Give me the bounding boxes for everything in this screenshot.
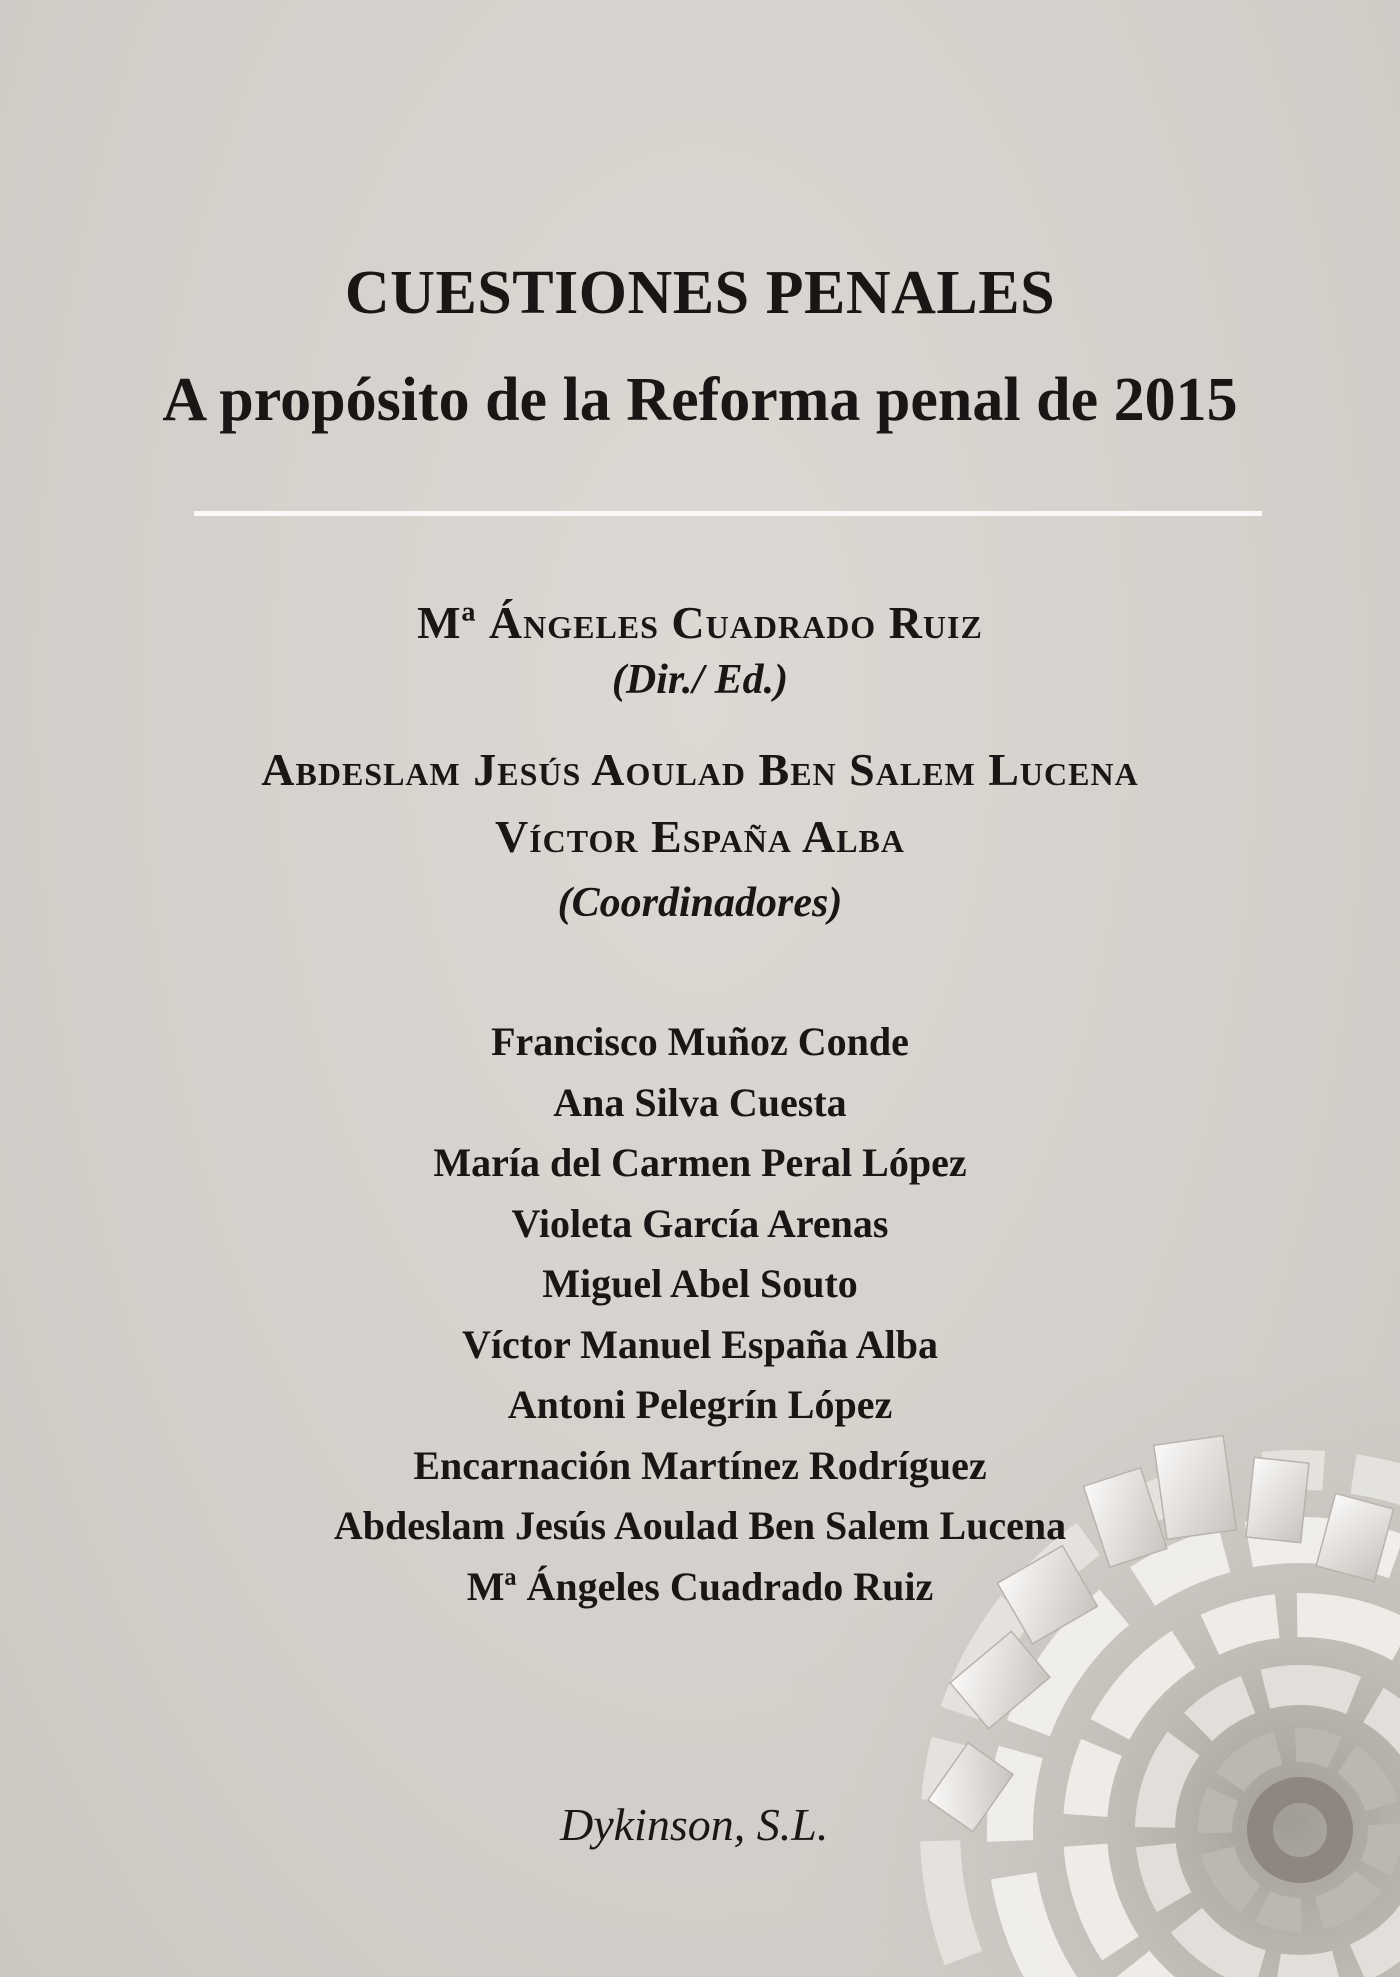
coordinator-name: Víctor España Alba xyxy=(494,811,905,862)
coordinators-role: (Coordinadores) xyxy=(557,880,843,926)
author-name: Víctor Manuel España Alba xyxy=(462,1321,938,1367)
author-name: Miguel Abel Souto xyxy=(542,1261,858,1306)
author-name: Antoni Pelegrín López xyxy=(507,1382,893,1427)
divider-rule xyxy=(194,511,1262,516)
author-name: Violeta García Arenas xyxy=(511,1200,889,1246)
director-role: (Dir./ Ed.) xyxy=(611,657,789,703)
author-name: Francisco Muñoz Conde xyxy=(491,1019,909,1064)
publisher-logo xyxy=(560,1798,860,1868)
book-title: CUESTIONES PENALES xyxy=(344,259,1056,327)
author-name: Ana Silva Cuesta xyxy=(553,1079,847,1125)
book-subtitle: A propósito de la Reforma penal de 2015 xyxy=(162,366,1238,434)
coordinator-name: Abdeslam Jesús Aoulad Ben Salem Lucena xyxy=(261,744,1139,795)
author-name: María del Carmen Peral López xyxy=(433,1140,967,1185)
director-name: Mª Ángeles Cuadrado Ruiz xyxy=(417,597,983,648)
publisher-name: Dykinson, S.L. xyxy=(560,1799,829,1850)
author-name: Encarnación Martínez Rodríguez xyxy=(413,1442,987,1488)
author-name: Mª Ángeles Cuadrado Ruiz xyxy=(466,1563,934,1609)
author-list xyxy=(0,1012,1400,1617)
author-name: Abdeslam Jesús Aoulad Ben Salem Lucena xyxy=(333,1503,1067,1548)
